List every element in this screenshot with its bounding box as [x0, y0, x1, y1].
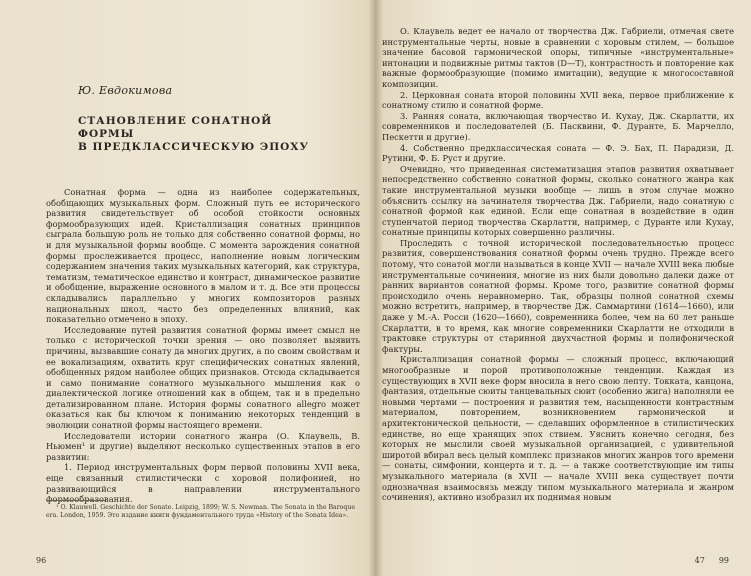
paragraph: 1. Период инструментальных форм первой половины XVII века, еще связанный стилистически с хоровой полифонией, но развивающийся в направлении инструментального формообразования.	[46, 462, 360, 505]
right-body-text	[382, 26, 734, 503]
left-page	[0, 0, 372, 576]
paragraph: 3. Ранняя соната, включающая творчество И. Кухау, Дж. Скарлатти, их современников и последователей (Б. Пасквини, Ф. Дуранте, Б. Марчелло, Пескетти и другие).	[382, 110, 734, 142]
footnote-rule	[46, 500, 106, 501]
paragraph: Проследить с точной исторической последовательностью процесс развития, совершенствования сонатной формы очень трудно. Прежде всего потому, что сонатой могли называться в конце XVII — начале XVIII века любые инструментальные сочинения, многие из них были довольно далеки даже от ранних вариантов сонатной формы. Кроме того, развитие сонатной формы происходило очень неравномерно. Так, образцы полной сонатной схемы можно встретить, например, в творчестве Дж. Саммартини (1614—1660), или даже у М.-А. Росси (1620—1660), современника более, чем на 60 лет раньше Скарлатти, в то время, как многие современники Скарлатти не отходили в трактовке структуры от старинной двухчастной формы и полифонической фактуры.	[382, 237, 734, 354]
left-body-text	[46, 187, 360, 505]
paragraph: Кристаллизация сонатной формы — сложный процесс, включающий многообразные и порой противоположные тенденции. Каждая из существующих в XVII веке форм вносила в него свою лепту. Токката, канцона, фантазия, отдельные сюиты танцевальных сюит (особенно жига) наполняли ее новыми чертами — построения и развития тем, насыщенности контрастным материалом, повторением, возникновением гармонической и архитектонической цельности, — сделавших оформленное в стилистических единстве, но еще хранящих эпох ствием. Уяснить конечно сегодня, без которых не мыслили своей музыкальной организацией, с удивительной широтой вбирал весь целый комплекс признаков многих жанров того времени — сонаты, симфонии, концерта и т. д. — а также соответствующие им типы музыкального материала (в XVII — начале XVIII века существует почти однозначная взаимосвязь между типом музыкального материала и жанром сочинения), активно изобразил их поднимая новым	[382, 354, 734, 503]
paragraph: 2. Церковная соната второй половины XVII века, первое приближение к сонатному стилю и сонатной форме.	[382, 89, 734, 111]
page-number	[681, 556, 729, 565]
title-line: В ПРЕДКЛАССИЧЕСКУЮ ЭПОХУ	[78, 141, 309, 153]
right-page	[378, 0, 751, 576]
paragraph: Исследование путей развития сонатной формы имеет смысл не только с исторической точки зрения — оно позволяет выявить причины, вызвавшие сонату да многих других, а по своим свойствам и ее вокализациям, охватить круг специфических сонатных явлений, обобщенных рядом наиболее общих признаков. Отсюда складывается и само понимание сонатного музыкального мышления как о диалектической логике отношений как в общем, так и в предельно детализированном плане. История формы сонатного allegro может оказаться как бы ключом к пониманию некоторых тенденций в эволюции сонатной формы настоящего времени.	[46, 324, 360, 431]
paragraph: О. Клаувель ведет ее начало от творчества Дж. Габриели, отмечая свете инструментальные черты, новые в сравнении с хоровым стилем, — большое значение басовой гармонической опоры, типичные «инструментальные» интонации и подвижные ритмы тактов (D—T), контрастность и повторение как важные формообразующие (помимо имитации), ведущие к многосоставной композиции.	[382, 26, 734, 89]
title-line: СТАНОВЛЕНИЕ СОНАТНОЙ ФОРМЫ	[78, 115, 273, 140]
article-title	[78, 115, 328, 154]
article-author: Ю. Евдокимова	[78, 84, 173, 97]
page-number-left: 47	[694, 556, 705, 565]
paragraph: Исследователи истории сонатного жанра (О. Клаувель, В. Ньюмен¹ и другие) выделяют несколько существенных этапов в его развитии:	[46, 430, 360, 462]
paragraph: Сонатная форма — одна из наиболее содержательных, обобщающих музыкальных форм. Сложный путь ее исторического развития свидетельствует об особой стойкости основных формообразующих идей. Кристаллизация сонатных принципов сыграла большую роль не только для собственно сонатной формы, но и для музыкальной формы вообще. С момента зарождения сонатной формы прослеживается процесс, наполнение новым логическим содержанием значения таких музыкальных категорий, как структура, тематизм, тематическое единство и контраст, динамическое развитие и обобщение, выражение основного в малом и т. д. Все эти процессы складывались параллельно у многих композиторов разных национальных школ, часто без определенных влияний, как показательно отмечено в эпоху.	[46, 187, 360, 325]
page-number: 96	[36, 556, 47, 565]
paragraph: Очевидно, что приведенная систематизация этапов развития охватывает непосредственно собственно сонатной формы, сколько сонатного жанра как такие инструментальной музыки вообще — лишь в этом случае можно объяснить ссылку на зачинателя творчества Дж. Габриели, надо сонатную с сонатной формой как единой. Если еще сонатная в воздействие в один ступенчатой период творчества Скарлатти, например, с Дуранте или Кухау, сонатные принципы которых совершенно различны.	[382, 163, 734, 238]
paragraph: 4. Собственно предклассическая соната — Ф. Э. Бах, П. Парадизи, Д. Рутини, Ф. Б. Руст и другие.	[382, 142, 734, 164]
page-number-right: 99	[718, 556, 729, 565]
footnote: ¹ O. Klauwell. Geschichte der Sonate. Leipzig, 1899; W. S. Newman. The Sonata in the Baroque era. London, 1959. Это издание книги фундаментального труда «History of the Sonata Idea».	[46, 504, 355, 519]
